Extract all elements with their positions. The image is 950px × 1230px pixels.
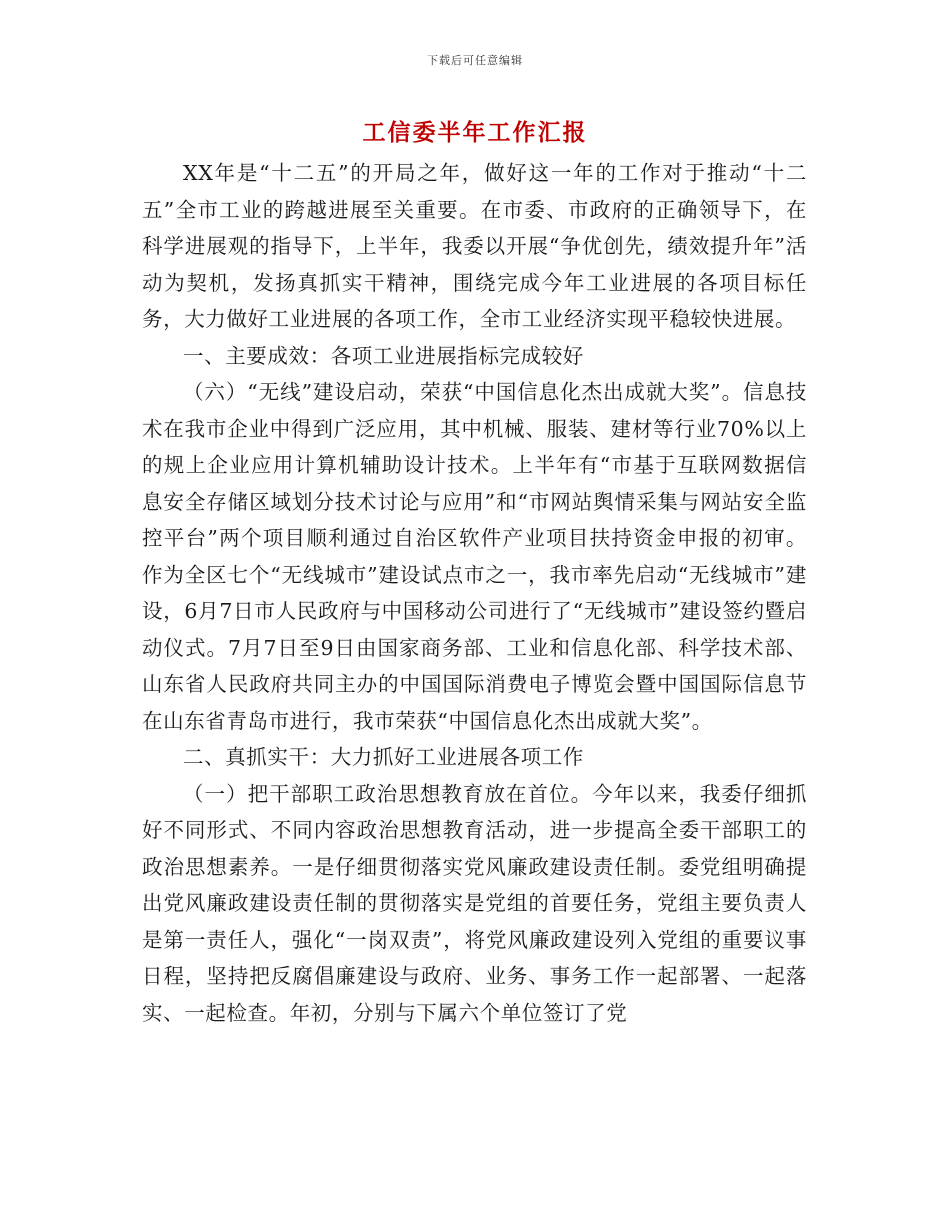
section-heading-2: 二、真抓实干：大力抓好工业进展各项工作 [183,745,584,769]
document-title: 工信委半年工作汇报 [362,119,588,146]
section-heading-1: 一、主要成效：各项工业进展指标完成较好 [183,343,584,368]
paragraph-intro: XX年是“十二五”的开局之年，做好这一年的工作对于推动“十二五”全市工业的跨越进展至关重要。在市委、市政府的正确领导下，在科学进展观的指导下，上半年，我委以开展“争优创先，绩效提升年”活动为契机，发扬真抓实干精神，围绕完成今年工业进展的各项目标任务，大力做好工业进展的各项工作，全市工业经济实现平稳较快进展。 [142,161,807,331]
header-note: 下载后可任意编辑 [427,54,523,67]
document-body [142,155,807,1031]
paragraph-wireless: （六）“无线”建设启动，荣获“中国信息化杰出成就大奖”。信息技术在我市企业中得到广泛应用，其中机械、服装、建材等行业70%以上的规上企业应用计算机辅助设计技术。上半年有“市基于互联网数据信息安全存储区域划分技术讨论与应用”和“市网站舆情采集与网站安全监控平台”两个项目顺利通过自治区软件产业项目扶持资金申报的初审。作为全区七个“无线城市”建设试点市之一，我市率先启动“无线城市”建设，6月7日市人民政府与中国移动公司进行了“无线城市”建设签约暨启动仪式。7月7日至9日由国家商务部、工业和信息化部、科学技术部、山东省人民政府共同主办的中国国际消费电子博览会暨中国国际信息节在山东省青岛市进行，我市荣获“中国信息化杰出成就大奖”。 [142,380,807,733]
paragraph-education: （一）把干部职工政治思想教育放在首位。今年以来，我委仔细抓好不同形式、不同内容政治思想教育活动，进一步提高全委干部职工的政治思想素养。一是仔细贯彻落实党风廉政建设责任制。委党组明确提出党风廉政建设责任制的贯彻落实是党组的首要任务，党组主要负责人是第一责任人，强化“一岗双责”，将党风廉政建设列入党组的重要议事日程，坚持把反腐倡廉建设与政府、业务、事务工作一起部署、一起落实、一起检查。年初，分别与下属六个单位签订了党 [142,781,807,1025]
